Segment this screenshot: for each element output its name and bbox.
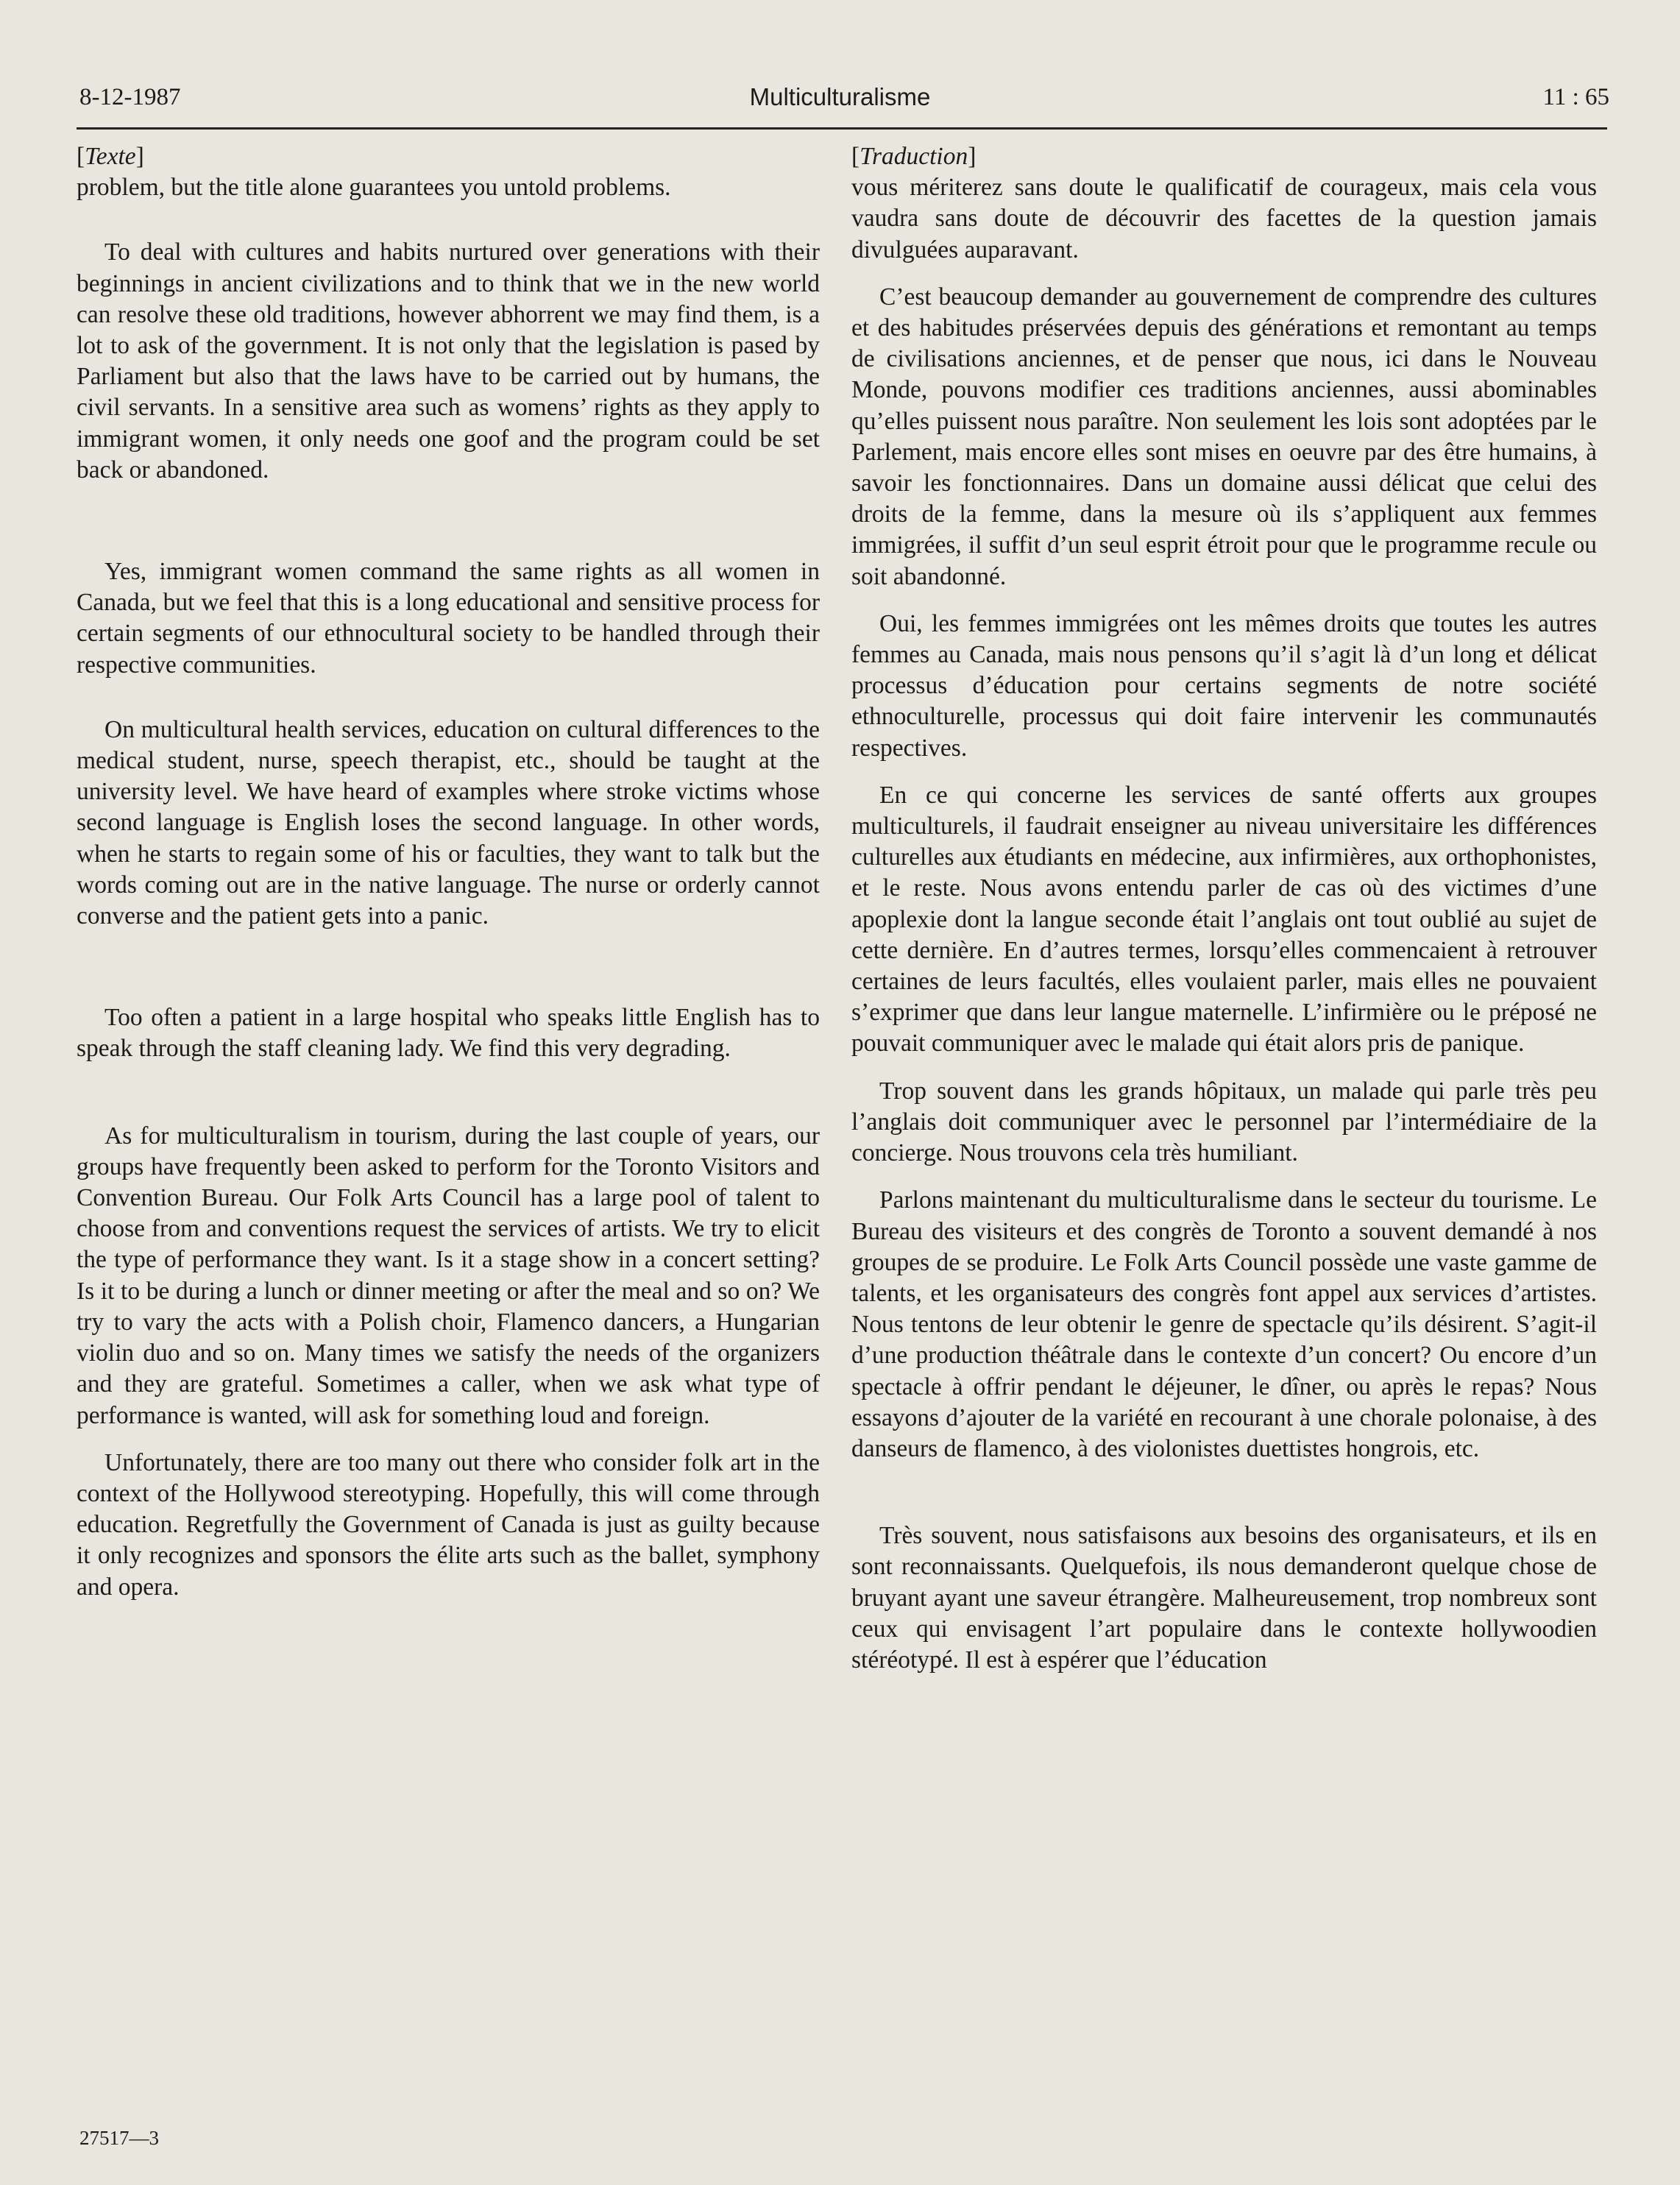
header-page-number: 11 : 65 xyxy=(1542,84,1609,110)
left-paragraph-7: Unfortunately, there are too many out there who consider folk art in the context of the Hollywood stereotyping. Hopefully, this will come through education. Regretfully the Government of Canada is just as guilty because it only recognizes and sponsors the élite arts such as the ballet, symphony and opera. xyxy=(77,1448,820,1601)
right-paragraph-6: Parlons maintenant du multiculturalisme dans le secteur du tourisme. Le Bureau des visiteurs et des congrès de Toronto a souvent demandé à nos groupes de se produire. Le Folk Arts Council possède une vaste gamme de talents, et les organisateurs des congrès font appel aux services d’artistes. Nous tentons de leur obtenir le genre de spectacle qu’ils désirent. S’agit-il d’une production théâtrale dans le contexte d’un concert? Ou encore d’un spectacle à offrir pendant le déjeuner, le dîner, ou après le repas? Nous essayons d’ajouter de la variété en recourant à une chorale polonaise, à des danseurs de flamenco, à des violonistes duettistes hongrois, etc. xyxy=(851,1186,1597,1462)
right-paragraph-2: C’est beaucoup demander au gouvernement de comprendre des cultures et des habitudes préservées depuis des générations et remontant au temps de civilisations anciennes, et de penser que nous, ici dans le Nouveau Monde, pouvons modifier ces traditions anciennes, aussi abominables qu’elles puissent nous paraître. Non seulement les lois sont adoptées par le Parlement, mais encore elles sont mises en oeuvre par des être humains, à savoir les fonctionnaires. Dans un domaine aussi délicat que celui des droits de la femme, dans la mesure où ils s’appliquent aux femmes immigrées, il suffit d’un seul esprit étroit pour que le programme recule ou soit abandonné. xyxy=(851,283,1597,590)
right-paragraph-7: Très souvent, nous satisfaisons aux besoins des organisateurs, et ils en sont reconnaissants. Quelquefois, ils nous demanderont quelque chose de bruyant ayant une saveur étrangère. Malheureusement, trop nombreux sont ceux qui envisagent l’art populaire dans le contexte hollywoodien stéréotypé. Il est à espérer que l’éducation xyxy=(851,1522,1597,1674)
left-paragraph-1: problem, but the title alone guarantees you untold problems. xyxy=(77,174,671,202)
left-paragraph-4: On multicultural health services, education on cultural differences to the medical student, nurse, speech therapist, etc., should be taught at the university level. We have heard of examples where stroke victims whose second language is English loses the second language. In other words, when he starts to regain some of his or faculties, they want to talk but the words coming out are in the native language. The nurse or orderly cannot converse and the patient gets into a panic. xyxy=(77,715,820,930)
right-paragraph-3: Oui, les femmes immigrées ont les mêmes droits que toutes les autres femmes au Canada, mais nous pensons qu’il s’agit là d’un long et délicat processus d’éducation pour certains segments de notre société ethnoculturelle, processus qui doit faire intervenir les communautés respectives. xyxy=(851,609,1597,762)
right-column-french xyxy=(851,141,1597,1676)
left-paragraph-2: To deal with cultures and habits nurtured over generations with their beginnings in ancient civilizations and to think that we in the new world can resolve these old traditions, however abhorrent we may find them, is a lot to ask of the government. It is not only that the legislation is pased by Parliament but also that the laws have to be carried out by humans, the civil servants. In a sensitive area such as womens’ rights as they apply to immigrant women, it only needs one goof and the program could be set back or abandoned. xyxy=(77,238,820,484)
left-paragraph-5: Too often a patient in a large hospital who speaks little English has to speak through the staff cleaning lady. We find this very degrading. xyxy=(77,1004,820,1063)
left-paragraph-6: As for multiculturalism in tourism, during the last couple of years, our groups have frequently been asked to perform for the Toronto Visitors and Convention Bureau. Our Folk Arts Council has a large pool of talent to choose from and conventions request the services of artists. We try to elicit the type of performance they want. Is it a stage show in a concert setting? Is it to be during a lunch or dinner meeting or after the meal and so on? We try to vary the acts with a Polish choir, Flamenco dancers, a Hungarian violin duo and so on. Many times we satisfy the needs of the organizers and they are grateful. Sometimes a caller, when we ask what type of performance is wanted, will ask for something loud and foreign. xyxy=(77,1122,820,1429)
header-title: Multiculturalisme xyxy=(749,83,931,110)
right-column-label: [Traduction] xyxy=(851,143,977,170)
right-paragraph-1: vous mériterez sans doute le qualificatif de courageux, mais cela vous vaudra sans doute de découvrir des facettes de la question jamais divulguées auparavant. xyxy=(851,174,1597,263)
left-column-label: [Texte] xyxy=(77,143,144,170)
right-paragraph-5: Trop souvent dans les grands hôpitaux, un malade qui parle très peu l’anglais doit communiquer avec le personnel par l’intermédiaire de la concierge. Nous trouvons cela très humiliant. xyxy=(851,1077,1597,1167)
footer-code: 27517—3 xyxy=(79,2127,159,2149)
right-paragraph-4: En ce qui concerne les services de santé offerts aux groupes multiculturels, il faudrait enseigner au niveau universitaire les différences culturelles aux étudiants en médecine, aux infirmières, aux orthophonistes, et le reste. Nous avons entendu parler de cas où des victimes d’une apoplexie dont la langue seconde était l’anglais ont tout oublié au sujet de cette dernière. En d’autres termes, lorsqu’elles commencaient à retrouver certaines de leurs facultés, elles voulaient parler, mais elles ne pouvaient s’exprimer que dans leur langue maternelle. L’infirmière ou le préposé ne pouvait communiquer avec le malade qui était alors pris de panique. xyxy=(851,781,1597,1058)
left-column-english xyxy=(77,141,820,1603)
header-date: 8-12-1987 xyxy=(79,84,181,110)
left-paragraph-3: Yes, immigrant women command the same rights as all women in Canada, but we feel that this is a long educational and sensitive process for certain segments of our ethnocultural society to be handled through their respective communities. xyxy=(77,558,820,679)
header-rule xyxy=(77,127,1607,130)
